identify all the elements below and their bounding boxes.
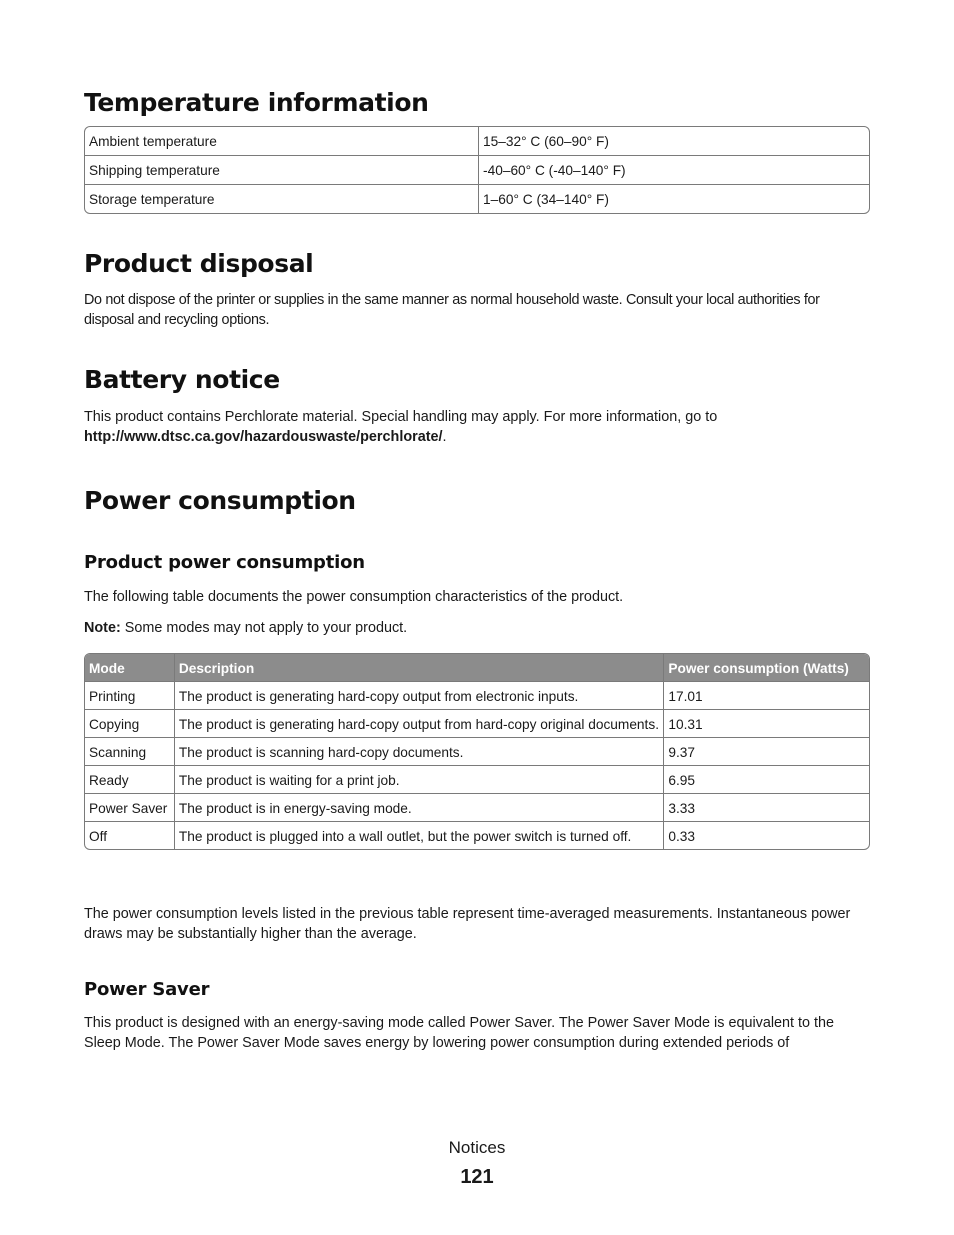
description-cell: The product is in energy-saving mode. [175,794,664,822]
temperature-value: 15–32° C (60–90° F) [479,127,869,156]
mode-cell: Scanning [85,738,175,766]
perchlorate-link[interactable]: http://www.dtsc.ca.gov/hazardouswaste/perchlorate/ [84,429,443,445]
column-header-mode: Mode [85,654,175,682]
mode-cell: Printing [85,682,175,710]
table-row [85,738,869,766]
battery-link-suffix: . [442,429,447,445]
watts-cell: 3.33 [664,794,869,822]
table-row [85,794,869,822]
temperature-table [84,126,870,214]
table-row [85,822,869,849]
table-row [85,156,869,185]
watts-cell: 6.95 [664,766,869,794]
disposal-heading: Product disposal [84,249,314,278]
table-header-row [85,654,869,682]
temperature-label: Ambient temperature [85,127,479,156]
page-number: 121 [460,1166,494,1188]
mode-cell: Ready [85,766,175,794]
battery-text [84,407,870,447]
power-heading: Power consumption [84,486,356,515]
note-text: Some modes may not apply to your product. [120,620,408,636]
power-table [84,653,870,850]
description-cell: The product is scanning hard-copy documents. [175,738,664,766]
table-row [85,185,869,213]
mode-cell: Power Saver [85,794,175,822]
table-row [85,127,869,156]
temperature-value: 1–60° C (34–140° F) [483,192,609,207]
table-row [85,766,869,794]
watts-cell: 17.01 [664,682,869,710]
disposal-text: Do not dispose of the printer or supplies in the same manner as normal household waste. Consult your local authorities for disposal and recycling options. [84,292,820,328]
table-row [85,682,869,710]
footer-section-label: Notices [448,1138,506,1157]
column-header-description: Description [175,654,664,682]
watts-cell: 0.33 [668,829,696,844]
power-after-text: The power consumption levels listed in the previous table represent time-averaged measurements. Instantaneous power draws may be substantially higher than the average. [84,906,851,942]
power-saver-subheading: Power Saver [84,979,210,1000]
power-saver-text: This product is designed with an energy-saving mode called Power Saver. The Power Saver Mode is equivalent to the Sleep Mode. The Power Saver Mode saves energy by lowering power consumption during extended periods of [84,1015,835,1051]
description-cell: The product is generating hard-copy output from electronic inputs. [175,682,664,710]
temperature-label: Storage temperature [85,185,479,213]
product-power-intro: The following table documents the power consumption characteristics of the product. [84,589,624,605]
column-header-watts: Power consumption (Watts) [664,654,869,682]
mode-cell: Off [85,822,175,849]
description-cell: The product is waiting for a print job. [175,766,664,794]
description-cell: The product is plugged into a wall outlet, but the power switch is turned off. [175,822,664,849]
note-label: Note: [84,620,121,636]
watts-cell: 9.37 [664,738,869,766]
temperature-value: -40–60° C (-40–140° F) [479,156,869,185]
temperature-label: Shipping temperature [85,156,479,185]
product-power-note [84,618,870,638]
description-cell: The product is generating hard-copy output from hard-copy original documents. [175,710,664,738]
watts-cell: 10.31 [664,710,869,738]
temperature-heading: Temperature information [84,88,429,117]
mode-cell: Copying [85,710,175,738]
product-power-subheading: Product power consumption [84,552,365,573]
battery-body: This product contains Perchlorate material. Special handling may apply. For more information, go to [84,409,718,425]
table-row [85,710,869,738]
battery-heading: Battery notice [84,365,280,394]
